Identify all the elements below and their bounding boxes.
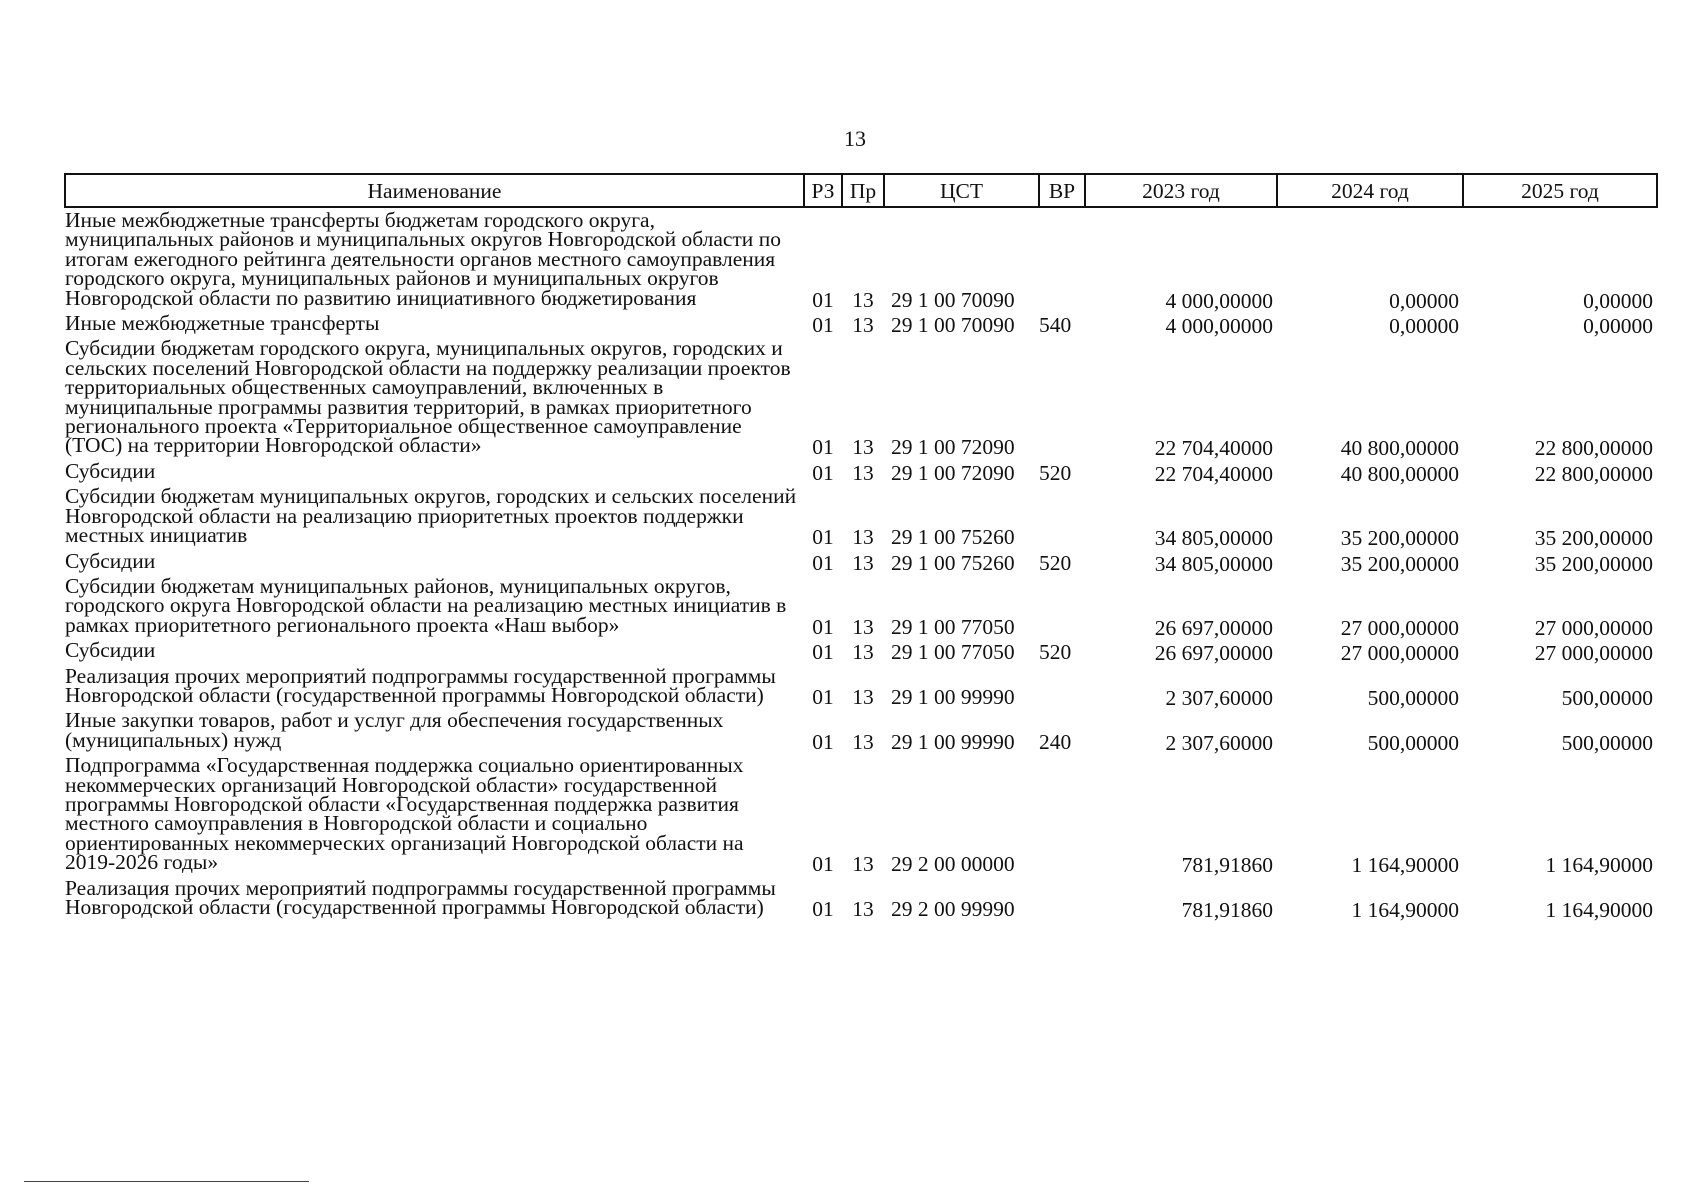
row-name: Иные межбюджетные трансферты [65, 311, 380, 336]
row-vr: 520 [1039, 460, 1072, 485]
table-row [65, 549, 1657, 574]
row-2025: 35 200,00000 [1534, 551, 1653, 576]
row-2025: 500,00000 [1561, 685, 1653, 710]
row-vr [1039, 574, 1085, 638]
row-rz: 01 [812, 525, 834, 550]
row-rz: 01 [812, 550, 834, 575]
header-cst: ЦСТ [884, 174, 1039, 207]
table-row [65, 708, 1657, 753]
row-2023: 2 307,60000 [1165, 685, 1273, 710]
table-body [65, 207, 1657, 920]
header-pr: Пр [842, 174, 884, 207]
row-2023: 22 704,40000 [1154, 436, 1273, 461]
row-name: Субсидии бюджетам городского округа, муниципальных округов, городских и сельских поселений Новгородской области на поддержку реализации проектов территориальных общественных самоуправлений, включенных в муниципальные программы развития территорий, в рамках приоритетного регионального проекта «Территориальное общественное самоуправление (ТОС) на территории Новгородской области» [65, 336, 791, 458]
table-row [65, 753, 1657, 875]
row-vr [1039, 664, 1085, 709]
row-pr: 13 [852, 525, 874, 550]
table-row [65, 484, 1657, 548]
row-2023: 781,91860 [1181, 898, 1273, 922]
header-2025: 2025 год [1463, 174, 1657, 207]
row-2024: 1 164,90000 [1351, 853, 1459, 878]
row-2023: 2 307,60000 [1165, 730, 1273, 755]
row-cst: 29 1 00 75260 [891, 525, 1015, 550]
row-vr [1039, 876, 1085, 921]
row-name: Субсидии [65, 458, 156, 483]
row-vr: 520 [1039, 640, 1072, 665]
row-2025: 27 000,00000 [1534, 615, 1653, 640]
row-2025: 22 800,00000 [1534, 436, 1653, 461]
row-2025: 0,00000 [1583, 314, 1653, 339]
row-rz: 01 [812, 313, 834, 338]
row-name: Субсидии бюджетам муниципальных районов, муниципальных округов, городского округа Новгородской области на реализацию местных инициатив в рамках приоритетного регионального проекта «Наш выбор» [65, 573, 787, 637]
row-pr: 13 [852, 435, 874, 460]
row-2023: 34 805,00000 [1154, 551, 1273, 576]
header-2024: 2024 год [1277, 174, 1463, 207]
row-cst: 29 1 00 70090 [891, 287, 1015, 312]
row-2023: 4 000,00000 [1165, 288, 1273, 313]
header-rz: РЗ [804, 174, 842, 207]
row-name: Субсидии бюджетам муниципальных округов, городских и сельских поселений Новгородской области на реализацию приоритетных проектов поддержки местных инициатив [65, 484, 797, 548]
row-2024: 27 000,00000 [1340, 641, 1459, 666]
row-pr: 13 [852, 684, 874, 709]
row-cst: 29 1 00 99990 [891, 729, 1015, 754]
table-row [65, 311, 1657, 336]
row-2023: 26 697,00000 [1154, 615, 1273, 640]
row-2024: 0,00000 [1389, 288, 1459, 313]
row-cst: 29 1 00 77050 [891, 614, 1015, 639]
row-name: Подпрограмма «Государственная поддержка социально ориентированных некоммерческих организаций Новгородской области» государственной программы Новгородской области «Государственная поддержка развития местного самоуправления в Новгородской области и социально ориентированных некоммерческих организаций Новгородской области на 2019-2026 годы» [65, 753, 744, 875]
row-cst: 29 1 00 72090 [891, 460, 1015, 485]
row-pr: 13 [852, 313, 874, 338]
row-2024: 1 164,90000 [1351, 898, 1459, 922]
row-2025: 1 164,90000 [1545, 898, 1653, 922]
row-pr: 13 [852, 460, 874, 485]
row-rz: 01 [812, 684, 834, 709]
row-2023: 34 805,00000 [1154, 526, 1273, 551]
row-cst: 29 1 00 75260 [891, 550, 1015, 575]
row-name: Реализация прочих мероприятий подпрограммы государственной программы Новгородской области (государственной программы Новгородской области) [65, 875, 776, 919]
header-2023: 2023 год [1085, 174, 1277, 207]
row-pr: 13 [852, 852, 874, 877]
row-2025: 1 164,90000 [1545, 853, 1653, 878]
row-2025: 22 800,00000 [1534, 461, 1653, 486]
row-cst: 29 1 00 70090 [891, 313, 1015, 338]
row-2023: 4 000,00000 [1165, 314, 1273, 339]
header-name: Наименование [65, 174, 804, 207]
row-cst: 29 2 00 00000 [891, 852, 1015, 877]
row-2023: 22 704,40000 [1154, 461, 1273, 486]
row-rz: 01 [812, 460, 834, 485]
table-row [65, 207, 1657, 311]
row-vr [1039, 207, 1085, 311]
row-pr: 13 [852, 550, 874, 575]
row-pr: 13 [852, 287, 874, 312]
row-2025: 35 200,00000 [1534, 526, 1653, 551]
row-2024: 40 800,00000 [1340, 436, 1459, 461]
row-name: Реализация прочих мероприятий подпрограммы государственной программы Новгородской области (государственной программы Новгородской области) [65, 663, 776, 707]
row-cst: 29 2 00 99990 [891, 897, 1015, 921]
table-row [65, 638, 1657, 663]
row-2025: 0,00000 [1583, 288, 1653, 313]
footnote-separator [24, 1181, 309, 1182]
table-row [65, 336, 1657, 458]
row-name: Субсидии [65, 548, 156, 573]
row-vr: 520 [1039, 550, 1072, 575]
row-2024: 40 800,00000 [1340, 461, 1459, 486]
row-cst: 29 1 00 77050 [891, 640, 1015, 665]
row-2024: 500,00000 [1367, 685, 1459, 710]
row-2025: 27 000,00000 [1534, 641, 1653, 666]
row-vr [1039, 753, 1085, 875]
row-vr: 540 [1039, 313, 1072, 338]
row-name: Иные межбюджетные трансферты бюджетам городского округа, муниципальных районов и муниципальных округов Новгородской области по итогам ежегодного рейтинга деятельности органов местного самоуправления городского округа, муниципальных районов и муниципальных округов Новгородской области по развитию инициативного бюджетирования [65, 208, 781, 310]
table-row [65, 876, 1657, 921]
budget-table [64, 173, 1658, 920]
row-rz: 01 [812, 435, 834, 460]
row-rz: 01 [812, 729, 834, 754]
row-vr: 240 [1039, 729, 1072, 754]
row-name: Субсидии [65, 638, 156, 663]
row-2024: 0,00000 [1389, 314, 1459, 339]
row-rz: 01 [812, 614, 834, 639]
row-vr [1039, 484, 1085, 548]
table-row [65, 574, 1657, 638]
header-vr: ВР [1039, 174, 1085, 207]
row-2024: 35 200,00000 [1340, 526, 1459, 551]
row-vr [1039, 336, 1085, 458]
row-2023: 781,91860 [1181, 853, 1273, 878]
table-row [65, 664, 1657, 709]
row-2024: 500,00000 [1367, 730, 1459, 755]
row-rz: 01 [812, 897, 834, 921]
row-pr: 13 [852, 897, 874, 921]
row-2024: 35 200,00000 [1340, 551, 1459, 576]
table-row [65, 459, 1657, 484]
row-rz: 01 [812, 852, 834, 877]
row-rz: 01 [812, 640, 834, 665]
row-cst: 29 1 00 72090 [891, 435, 1015, 460]
row-name: Иные закупки товаров, работ и услуг для обеспечения государственных (муниципальных) нужд [65, 708, 724, 752]
row-2025: 500,00000 [1561, 730, 1653, 755]
row-pr: 13 [852, 614, 874, 639]
page-number: 13 [844, 126, 866, 151]
row-cst: 29 1 00 99990 [891, 684, 1015, 709]
row-pr: 13 [852, 729, 874, 754]
table-header [65, 174, 1657, 207]
row-2023: 26 697,00000 [1154, 641, 1273, 666]
row-pr: 13 [852, 640, 874, 665]
row-rz: 01 [812, 287, 834, 312]
row-2024: 27 000,00000 [1340, 615, 1459, 640]
